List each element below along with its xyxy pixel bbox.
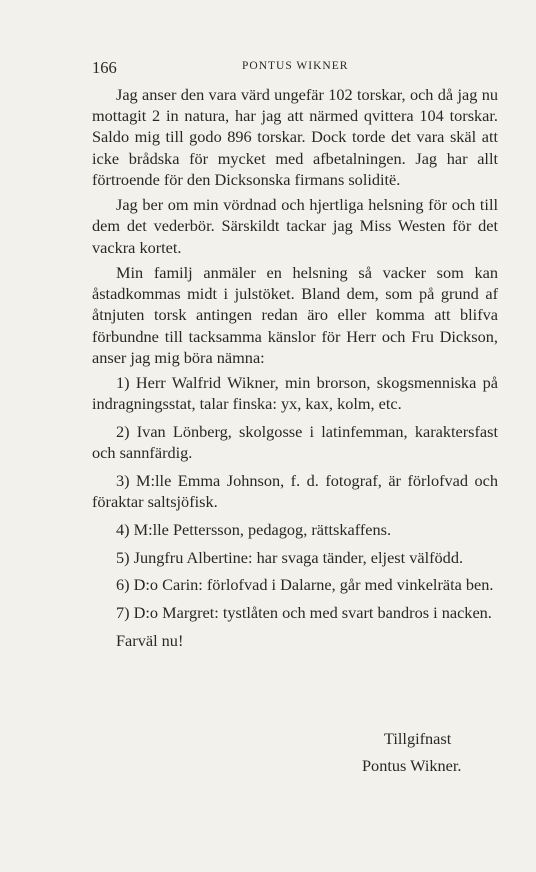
list-item: 6) D:o Carin: förlofvad i Dalarne, går med vinkelräta ben. bbox=[116, 575, 494, 595]
page-header bbox=[92, 58, 502, 78]
letter-closing bbox=[362, 725, 462, 779]
list-item: 1) Herr Walfrid Wikner, min brorson, skogsmenniska på indragningsstat, talar finska: yx, kax, kolm, etc. bbox=[92, 373, 498, 414]
list-item: 7) D:o Margret: tystlåten och med svart bandros i nacken. bbox=[116, 603, 492, 623]
list-item: 3) M:lle Emma Johnson, f. d. fotograf, är förlofvad och föraktar saltsjöfisk. bbox=[92, 471, 498, 512]
list-item: 2) Ivan Lönberg, skolgosse i latinfemman, karaktersfast och sannfärdig. bbox=[92, 422, 498, 463]
paragraph-torsk-account: Jag anser den vara värd ungefär 102 torskar, och då jag nu mottagit 2 in natura, har jag att närmed qvittera 104 torskar. Saldo mig till godo 896 torskar. Dock torde det vara skäl att icke brådska för mycket med afbetalningen. Jag har allt förtroende för den Dicksonska firmans soliditë. bbox=[92, 85, 498, 189]
signature: Pontus Wikner. bbox=[362, 756, 462, 775]
farewell-line: Farväl nu! bbox=[116, 630, 184, 650]
running-head: PONTUS WIKNER bbox=[242, 60, 349, 72]
page-number: 166 bbox=[92, 58, 117, 77]
list-item: 5) Jungfru Albertine: har svaga tänder, eljest välfödd. bbox=[116, 547, 464, 567]
paragraph-greetings: Jag ber om min vördnad och hjertliga helsning för och till dem det vederbör. Särskildt tackar jag Miss Westen för det vackra kortet. bbox=[92, 195, 498, 257]
list-item: 4) M:lle Pettersson, pedagog, rättskaffens. bbox=[116, 519, 392, 539]
closing-salutation: Tillgifnast bbox=[384, 729, 452, 748]
paragraph-family: Min familj anmäler en helsning så vacker som kan åstadkommas midt i julstöket. Bland dem, som på grund af åtnjuten torsk antingen redan äro eller komma att blifva förbundne till tacksamma känslor för Herr och Fru Dickson, anser jag mig böra nämna: bbox=[92, 263, 498, 367]
letter-body bbox=[92, 84, 498, 655]
